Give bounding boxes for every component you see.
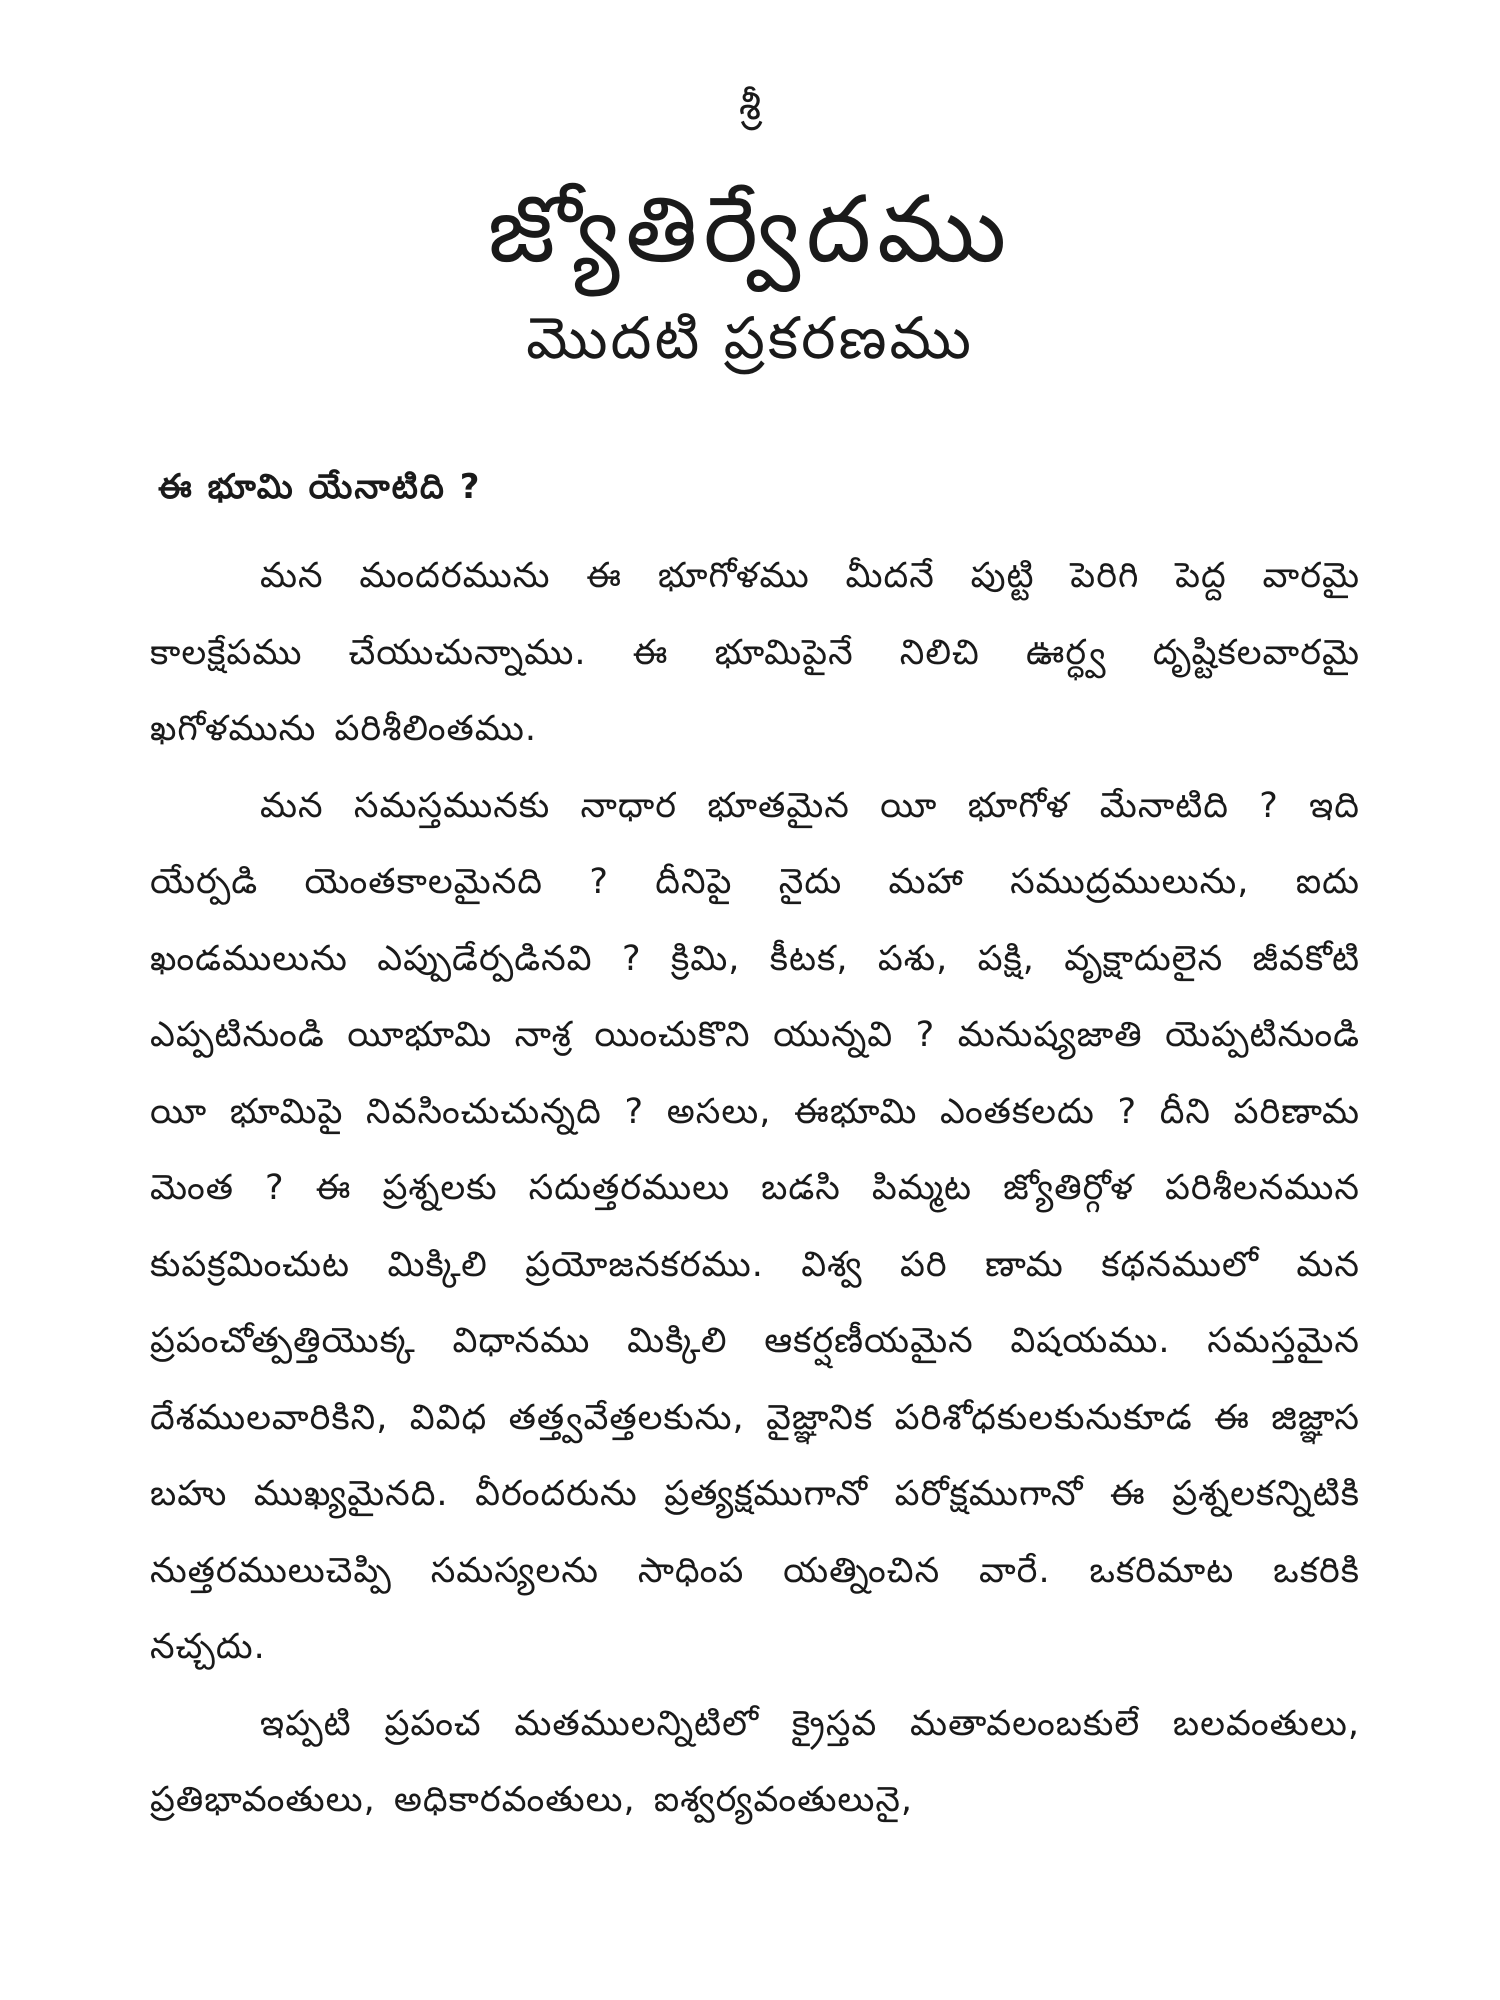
sri-invocation: శ్రీ — [739, 83, 761, 129]
paragraph-1: మన మందరమును ఈ భూగోళము మీదనే పుట్టి పెరిగి పెద్ద వారమై కాలక్షేపము చేయుచున్నాము. ఈ భూమిపైనే నిలిచి ఊర్ధ్వ దృష్టికలవారమై ఖగోళమును పరిశీలింతము. — [150, 556, 1360, 749]
body-text — [150, 538, 1360, 1839]
paragraph-3: ఇప్పటి ప్రపంచ మతములన్నిటిలో క్రైస్తవ మతావలంబకులే బలవంతులు, ప్రతిభావంతులు, అధికారవంతులు, ఐశ్వర్యవంతులునై, — [150, 1703, 1360, 1820]
section-heading: ఈ భూమి యేనాటిది ? — [158, 467, 482, 507]
book-title: జ్యోతిర్వేదము — [487, 176, 1013, 283]
paragraph-2: మన సమస్తమునకు నాధార భూతమైన యీ భూగోళ మేనాటిది ? ఇది యేర్పడి యెంతకాలమైనది ? దీనిపై నైదు మహా సముద్రములును, ఐదు ఖండములును ఎప్పుడేర్పడినవి ? క్రిమి, కీటక, పశు, పక్షి, వృక్షాదులైన జీవకోటి ఎప్పటినుండి యీభూమి నాశ్ర యించుకొని యున్నవి ? మనుష్యజాతి యెప్పటినుండి యీ భూమిపై నివసించుచున్నది ? అసలు, ఈభూమి ఎంతకలదు ? దీని పరిణామ మెంత ? ఈ ప్రశ్నలకు సదుత్తరములు బడసి పిమ్మట జ్యోతిర్గోళ పరిశీలనమున కుపక్రమించుట మిక్కిలి ప్రయోజనకరము. విశ్వ పరి ణామ కథనములో మన ప్రపంచోత్పత్తియొక్క విధానము మిక్కిలి ఆకర్షణీయమైన విషయము. సమస్తమైన దేశములవారికిని, వివిధ తత్త్వవేత్తలకును, వైజ్ఞానిక పరిశోధకులకునుకూడ ఈ జిజ్ఞాస బహు ముఖ్యమైనది. వీరందరును ప్రత్యక్షముగానో పరోక్షముగానో ఈ ప్రశ్నలకన్నిటికి నుత్తరములుచెప్పి సమస్యలను సాధింప యత్నించిన వారే. ఒకరిమాట ఒకరికి నచ్చదు. — [150, 785, 1360, 1667]
chapter-title: మొదటి ప్రకరణము — [526, 304, 974, 372]
